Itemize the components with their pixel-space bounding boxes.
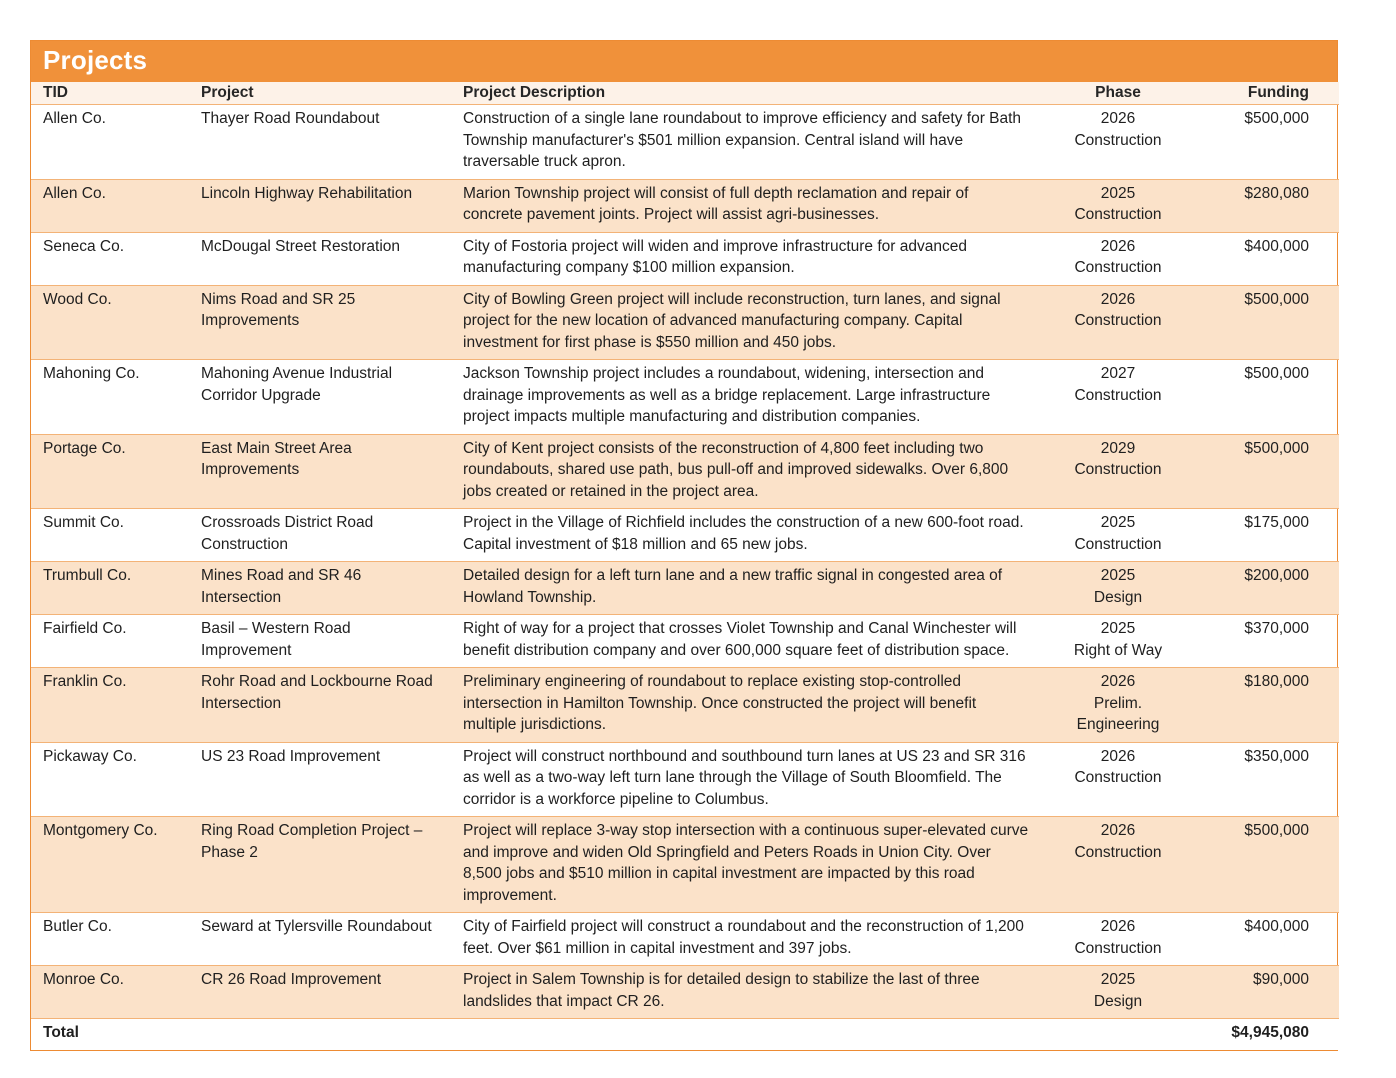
description-cell: Marion Township project will consist of full depth reclamation and repair of concrete pavement joints. Project will assist agri-businesses. [451,179,1043,232]
funding-cell: $200,000 [1193,562,1339,615]
project-cell: Basil – Western Road Improvement [189,615,451,668]
phase-cell [1043,360,1193,435]
table-row [31,966,1339,1019]
column-header-phase: Phase [1043,82,1193,105]
project-cell: McDougal Street Restoration [189,232,451,285]
phase-year: 2026 [1100,110,1136,127]
phase-year: 2026 [1100,918,1136,935]
phase-name: Right of Way [1073,641,1163,659]
phase-year: 2025 [1100,567,1136,584]
table-row [31,434,1339,509]
tid-cell: Mahoning Co. [31,360,189,435]
project-cell: Ring Road Completion Project – Phase 2 [189,817,451,913]
phase-name: Prelim. Engineering [1076,694,1160,733]
phase-year: 2025 [1100,184,1136,202]
tid-cell: Franklin Co. [31,668,189,743]
table-row [31,232,1339,285]
phase-year: 2025 [1100,514,1136,531]
description-cell: Project in Salem Township is for detailed design to stabilize the last of three landslides that impact CR 26. [451,966,1043,1019]
phase-cell [1043,509,1193,562]
phase-cell [1043,966,1193,1019]
tid-cell: Pickaway Co. [31,742,189,817]
phase-year: 2026 [1100,673,1136,690]
description-cell: Jackson Township project includes a roundabout, widening, intersection and drainage improvements as well as a bridge replacement. Large infrastructure project impacts multiple manufacturing and distribution companies. [451,360,1043,435]
phase-name: Construction [1074,259,1162,276]
phase-cell [1043,817,1193,913]
column-header-funding: Funding [1193,82,1339,105]
phase-cell [1043,668,1193,743]
table-row [31,668,1339,743]
funding-cell: $280,080 [1193,179,1339,232]
table-row [31,817,1339,913]
phase-cell [1043,105,1193,180]
table-row [31,509,1339,562]
project-cell: East Main Street Area Improvements [189,434,451,509]
column-header-tid: TID [31,82,189,105]
phase-cell [1043,232,1193,285]
phase-year: 2027 [1100,365,1136,382]
funding-cell: $500,000 [1193,285,1339,360]
tid-cell: Montgomery Co. [31,817,189,913]
funding-cell: $175,000 [1193,509,1339,562]
total-label: Total [31,1019,189,1050]
table-row [31,179,1339,232]
tid-cell: Monroe Co. [31,966,189,1019]
table-row [31,562,1339,615]
tid-cell: Portage Co. [31,434,189,509]
funding-cell: $350,000 [1193,742,1339,817]
phase-cell [1043,742,1193,817]
project-cell: CR 26 Road Improvement [189,966,451,1019]
funding-cell: $400,000 [1193,232,1339,285]
description-cell: Project in the Village of Richfield includes the construction of a new 600-foot road. Capital investment of $18 million and 65 new jobs. [451,509,1043,562]
project-cell: Mahoning Avenue Industrial Corridor Upgrade [189,360,451,435]
funding-cell: $370,000 [1193,615,1339,668]
description-cell: City of Bowling Green project will include reconstruction, turn lanes, and signal project for the new location of advanced manufacturing company. Capital investment for first phase is $550 million and 450 jobs. [451,285,1043,360]
phase-name: Construction [1074,386,1162,404]
phase-year: 2026 [1100,822,1136,839]
project-cell: Seward at Tylersville Roundabout [189,913,451,966]
total-spacer-phase [1043,1019,1193,1050]
phase-name: Design [1093,992,1143,1010]
tid-cell: Trumbull Co. [31,562,189,615]
phase-name: Construction [1074,206,1162,223]
table-title: Projects [31,41,1337,82]
description-cell: Project will construct northbound and southbound turn lanes at US 23 and SR 316 as well as a two-way left turn lane through the Village of South Bloomfield. The corridor is a workforce pipeline to Columbus. [451,742,1043,817]
phase-name: Construction [1074,535,1162,553]
project-cell: Crossroads District Road Construction [189,509,451,562]
phase-name: Construction [1074,939,1162,957]
project-cell: Lincoln Highway Rehabilitation [189,179,451,232]
tid-cell: Fairfield Co. [31,615,189,668]
phase-cell [1043,913,1193,966]
phase-cell [1043,562,1193,615]
description-cell: City of Fostoria project will widen and improve infrastructure for advanced manufacturing company $100 million expansion. [451,232,1043,285]
column-header-project: Project [189,82,451,105]
table-row [31,105,1339,180]
description-cell: City of Kent project consists of the reconstruction of 4,800 feet including two roundabouts, shared use path, bus pull-off and improved sidewalks. Over 6,800 jobs created or retained in the project area. [451,434,1043,509]
phase-name: Construction [1074,769,1162,786]
description-cell: Right of way for a project that crosses Violet Township and Canal Winchester will benefit distribution company and over 600,000 square feet of distribution space. [451,615,1043,668]
tid-cell: Seneca Co. [31,232,189,285]
projects-table [31,82,1339,1050]
funding-cell: $500,000 [1193,817,1339,913]
funding-cell: $180,000 [1193,668,1339,743]
funding-cell: $500,000 [1193,434,1339,509]
description-cell: Detailed design for a left turn lane and a new traffic signal in congested area of Howland Township. [451,562,1043,615]
project-cell: Nims Road and SR 25 Improvements [189,285,451,360]
phase-name: Design [1093,588,1143,606]
phase-name: Construction [1074,131,1162,149]
funding-cell: $500,000 [1193,360,1339,435]
funding-cell: $500,000 [1193,105,1339,180]
phase-year: 2025 [1100,971,1136,988]
phase-cell [1043,434,1193,509]
phase-name: Construction [1074,312,1162,329]
phase-year: 2025 [1100,620,1136,637]
funding-cell: $90,000 [1193,966,1339,1019]
table-row [31,615,1339,668]
phase-name: Construction [1074,843,1162,861]
total-funding: $4,945,080 [1193,1019,1339,1050]
phase-cell [1043,179,1193,232]
description-cell: Project will replace 3-way stop intersection with a continuous super-elevated curve and improve and widen Old Springfield and Peters Roads in Union City. Over 8,500 jobs and $510 million in capital investment are impacted by this road improvement. [451,817,1043,913]
column-header-project-description: Project Description [451,82,1043,105]
phase-name: Construction [1074,461,1162,478]
projects-table-container [30,40,1338,1051]
total-row [31,1019,1339,1050]
tid-cell: Summit Co. [31,509,189,562]
project-cell: Thayer Road Roundabout [189,105,451,180]
phase-year: 2026 [1100,747,1136,765]
phase-year: 2026 [1100,290,1136,308]
total-spacer-description [451,1019,1043,1050]
phase-cell [1043,285,1193,360]
table-row [31,913,1339,966]
project-cell: US 23 Road Improvement [189,742,451,817]
description-cell: City of Fairfield project will construct a roundabout and the reconstruction of 1,200 feet. Over $61 million in capital investment and 397 jobs. [451,913,1043,966]
tid-cell: Allen Co. [31,179,189,232]
project-cell: Rohr Road and Lockbourne Road Intersection [189,668,451,743]
description-cell: Preliminary engineering of roundabout to replace existing stop-controlled intersection in Hamilton Township. Once constructed the project will benefit multiple jurisdictions. [451,668,1043,743]
description-cell: Construction of a single lane roundabout to improve efficiency and safety for Bath Township manufacturer's $501 million expansion. Central island will have traversable truck apron. [451,105,1043,180]
column-header-row [31,82,1339,105]
funding-cell: $400,000 [1193,913,1339,966]
table-row [31,742,1339,817]
tid-cell: Allen Co. [31,105,189,180]
phase-year: 2029 [1100,439,1136,457]
table-row [31,285,1339,360]
table-row [31,360,1339,435]
tid-cell: Wood Co. [31,285,189,360]
total-spacer-project [189,1019,451,1050]
tid-cell: Butler Co. [31,913,189,966]
phase-year: 2026 [1100,237,1136,255]
phase-cell [1043,615,1193,668]
project-cell: Mines Road and SR 46 Intersection [189,562,451,615]
